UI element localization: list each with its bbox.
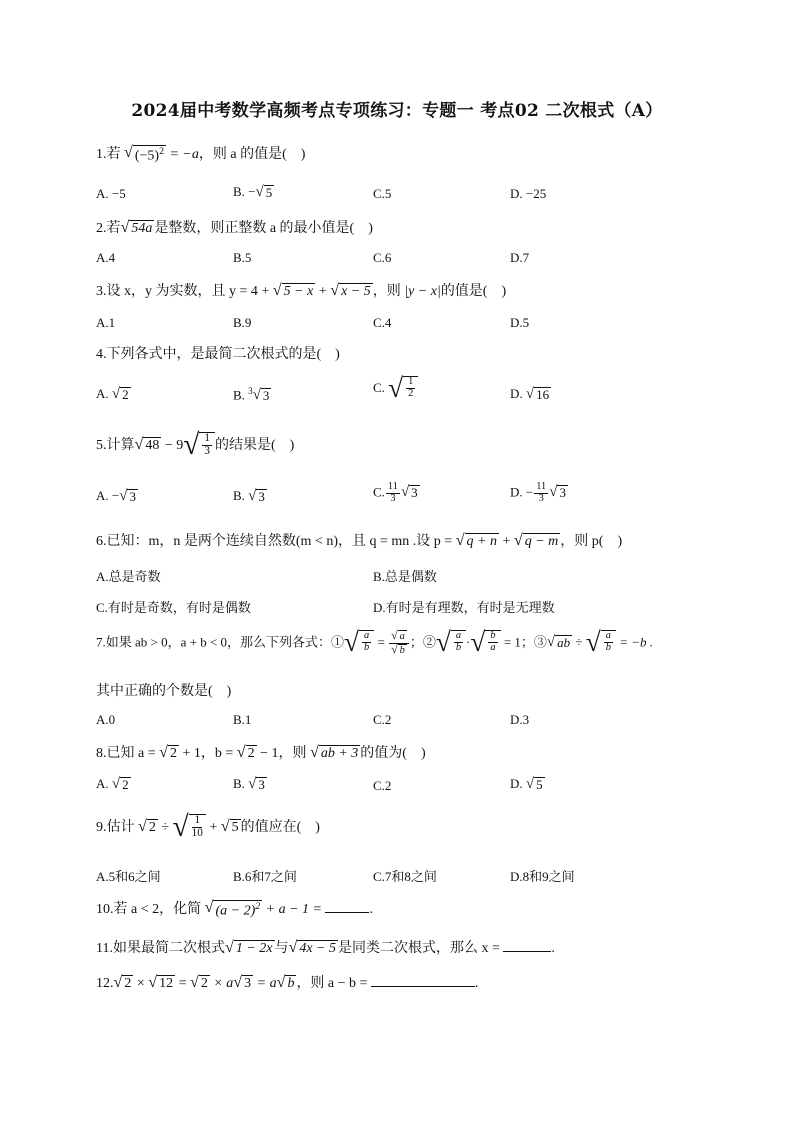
answer-blank[interactable]	[371, 986, 475, 987]
denominator: b	[455, 642, 462, 654]
numerator: a	[399, 631, 405, 642]
sqrt-expression: √ 5 − x	[272, 282, 314, 300]
sqrt-expression: √ 5	[255, 184, 273, 201]
q10-rest: + a − 1 =	[262, 902, 326, 917]
denominator: b	[364, 642, 370, 654]
q6-suffix: ，则 p( )	[560, 534, 623, 549]
sqrt-expression: √ 3	[233, 974, 252, 992]
q5-radicand: 48	[145, 438, 160, 454]
q4-option-b-index: 3	[248, 386, 253, 396]
q8-option-c: C.2	[373, 778, 392, 793]
question-12	[96, 972, 478, 992]
sqrt-expression: √ 3	[119, 488, 136, 505]
q10-end: .	[369, 902, 373, 917]
q6-plus: +	[498, 534, 514, 549]
sqrt-expression: √ 3	[400, 484, 418, 501]
sqrt-expression: √ 2	[159, 744, 177, 762]
q9-radicand-2: 5	[231, 820, 239, 836]
q8-radicand-1: 2	[169, 746, 177, 762]
q2-suffix: 是整数，则正整数 a 的最小值是( )	[154, 221, 373, 236]
fraction	[454, 631, 463, 654]
q12-times: ×	[133, 976, 149, 991]
q8-mid-2: − 1，则	[256, 746, 310, 761]
question-3	[96, 280, 506, 300]
q1-option-b-radicand: 5	[265, 185, 273, 201]
q3-plus: +	[315, 284, 331, 299]
sqrt-expression: √ 16	[525, 386, 550, 403]
fraction	[604, 631, 613, 654]
q4-option-b-prefix: B.	[233, 387, 249, 403]
q2-option-a: A.4	[96, 250, 116, 265]
q5-option-d	[510, 482, 568, 505]
q8-option-b-prefix: B.	[233, 776, 249, 791]
q1-option-c: C.5	[373, 186, 392, 201]
q5-option-d-radicand: 3	[559, 485, 566, 501]
page-title: 2024届中考数学高频考点专项练习：专题一 考点02 二次根式（A）	[131, 101, 663, 121]
numerator: a	[605, 630, 611, 642]
question-7	[96, 627, 653, 658]
q12-radicand-2: 12	[159, 976, 174, 992]
q9-option-d: D.8和9之间	[510, 869, 575, 884]
q3-mid: ，则	[372, 284, 405, 299]
q8-option-a-radicand: 2	[122, 777, 129, 793]
denominator: a	[490, 642, 496, 654]
q5-option-c	[373, 482, 420, 505]
denominator: b	[605, 642, 611, 654]
answer-blank[interactable]	[325, 912, 369, 913]
sqrt-expression: √ 4x − 5	[288, 939, 337, 957]
sqrt-fraction: √ $\frac{1}{3}$	[183, 432, 215, 460]
q1-power: 2	[159, 145, 164, 157]
q6-prefix: 6.已知：m，n 是两个连续自然数(m < n)，且 q = mn .设 p =	[96, 534, 456, 549]
q1-prefix: 1.若	[96, 147, 121, 162]
fraction	[202, 433, 212, 458]
q10-radicand: (a − 2)	[215, 903, 256, 919]
numerator: 1	[194, 814, 201, 826]
q11-end: .	[551, 941, 555, 956]
sqrt-expression: √ ab	[546, 634, 571, 651]
q7-option-b: B.1	[233, 712, 252, 727]
question-2	[96, 217, 373, 237]
q8-suffix: 的值为( )	[360, 746, 426, 761]
q12-times-a: × a	[209, 976, 234, 991]
q4-option-a-prefix: A.	[96, 386, 112, 401]
q10-prefix: 10.若 a < 2，化简	[96, 902, 205, 917]
q2-prefix: 2.若	[96, 221, 121, 236]
q5-option-d-prefix: D. −	[510, 484, 534, 500]
q12-end: .	[474, 976, 479, 991]
q8-option-a	[96, 776, 131, 793]
denominator: 3	[204, 444, 210, 457]
question-5	[96, 429, 295, 461]
q3-suffix: 的值是( )	[440, 284, 507, 299]
question-9	[96, 811, 320, 843]
q2-option-c: C.6	[373, 250, 392, 265]
fraction	[386, 482, 400, 505]
numerator: b	[490, 630, 496, 642]
q1-option-d: D. −25	[510, 186, 547, 201]
numerator: 11	[387, 481, 398, 492]
q4-option-d-radicand: 16	[536, 387, 550, 403]
denominator: 3	[390, 492, 396, 504]
q4-option-c	[373, 373, 418, 403]
q3-option-c: C.4	[373, 315, 392, 330]
q1-option-b	[233, 184, 274, 201]
sqrt-expression: √ ab + 3	[310, 744, 359, 762]
q8-option-b-radicand: 3	[258, 777, 265, 793]
q4-option-a-radicand: 2	[122, 387, 129, 403]
q6-radicand-2: q − m	[524, 534, 559, 550]
numerator: 1	[204, 432, 210, 444]
numerator: 11	[536, 481, 547, 492]
q11-prefix: 11.如果最简二次根式	[96, 941, 225, 956]
numerator: 1	[408, 376, 414, 387]
denominator: 2	[408, 387, 414, 399]
question-7-line-2: 其中正确的个数是( )	[96, 684, 232, 699]
fraction	[406, 377, 415, 400]
q12-radicand-3: 2	[200, 976, 208, 992]
q8-option-a-prefix: A.	[96, 776, 112, 791]
numerator: a	[364, 630, 370, 642]
q6-radicand-1: q + n	[466, 534, 497, 550]
sqrt-expression: √ x − 5	[330, 282, 371, 300]
numerator: a	[455, 630, 462, 642]
q4-option-a	[96, 386, 131, 403]
question-11	[96, 937, 555, 957]
q5-prefix: 5.计算	[96, 438, 135, 454]
q4-option-b-radicand: 3	[262, 388, 270, 404]
q11-radicand-2: 4x − 5	[299, 941, 337, 957]
q4-option-c-prefix: C.	[373, 379, 389, 395]
sqrt-expression: √ a	[391, 628, 405, 642]
q4-option-d-prefix: D.	[510, 386, 526, 401]
q7-result-3: = −b .	[615, 634, 653, 650]
sqrt-expression: √ b	[276, 974, 295, 992]
q7-divide: ÷	[572, 634, 586, 650]
sqrt-fraction: √ $\frac{1}{10}$	[173, 814, 206, 842]
q5-option-b-prefix: B.	[233, 488, 249, 503]
denominator: 10	[191, 826, 203, 839]
q10-power: 2	[255, 900, 261, 912]
q7-equals: =	[374, 634, 389, 650]
q2-radicand: 54a	[131, 221, 153, 237]
q9-prefix: 9.估计	[96, 820, 138, 836]
q8-mid-1: + 1，b =	[178, 746, 237, 761]
q3-option-d: D.5	[510, 315, 530, 330]
q9-radicand-1: 2	[148, 820, 156, 836]
q12-prefix: 12.	[96, 976, 114, 991]
sqrt-fraction: √ $\frac{a}{b}$	[436, 630, 466, 656]
radical-fraction	[389, 630, 409, 657]
q12-radicand-1: 2	[124, 976, 132, 992]
q5-option-a-radicand: 3	[129, 489, 136, 505]
sqrt-expression: √ 2	[190, 974, 208, 992]
q12-radicand-5: b	[287, 976, 295, 992]
q1-option-b-prefix: B. −	[233, 184, 256, 199]
q9-option-c: C.7和8之间	[373, 869, 437, 884]
sqrt-expression: √ 3	[549, 484, 566, 501]
sqrt-expression: √ 12	[148, 974, 174, 992]
q9-suffix: 的值应在( )	[240, 820, 320, 836]
answer-blank[interactable]	[503, 951, 551, 952]
fraction	[488, 631, 497, 654]
sqrt-expression: √ 2	[236, 744, 255, 762]
sqrt-expression: √ 54a	[120, 219, 153, 237]
sqrt-expression: √ q + n	[455, 532, 497, 550]
sqrt-expression: √ 2	[138, 818, 156, 836]
q2-option-d: D.7	[510, 250, 530, 265]
q1-suffix: ，则 a 的值是( )	[198, 147, 306, 162]
q6-option-b: B.总是偶数	[373, 569, 437, 584]
q12-radicand-4: 3	[244, 976, 252, 992]
denominator: b	[399, 644, 405, 656]
q6-option-a: A.总是奇数	[96, 569, 161, 584]
q7-option-d: D.3	[510, 712, 530, 727]
question-1	[96, 143, 305, 165]
q4-option-d	[510, 386, 551, 403]
question-8	[96, 742, 426, 762]
q3-radicand-1: 5 − x	[283, 284, 314, 300]
cube-root-expression: √ 3	[252, 387, 270, 404]
sqrt-expression: √ 3	[248, 776, 265, 793]
sqrt-expression: √ q − m	[513, 532, 559, 550]
q8-radicand-2: 2	[247, 746, 255, 762]
fraction	[192, 815, 203, 840]
q12-equals-a: = a	[253, 976, 277, 991]
sqrt-expression: √ 2	[113, 974, 132, 992]
q7-prefix: 7.如果 ab > 0，a + b < 0，那么下列各式：①	[96, 634, 345, 650]
q1-rest: = −a	[169, 147, 199, 162]
q9-plus: +	[205, 820, 221, 836]
q3-radicand-2: x − 5	[341, 284, 371, 300]
sqrt-expression: √ 2	[111, 386, 129, 403]
q11-radicand-1: 1 − 2x	[235, 941, 273, 957]
sqrt-expression: √ $\frac{1}{2}$	[388, 376, 418, 402]
q5-option-b-radicand: 3	[258, 489, 265, 505]
q6-option-c: C.有时是奇数，有时是偶数	[96, 600, 251, 615]
q11-suffix: 是同类二次根式，那么 x =	[338, 941, 504, 956]
q3-absolute: |y − x|	[404, 284, 441, 299]
q8-option-b	[233, 776, 267, 793]
question-4: 4.下列各式中，是最简二次根式的是( )	[96, 347, 340, 362]
sqrt-fraction: √ $\frac{a}{b}$	[344, 630, 374, 656]
fraction	[362, 631, 371, 654]
sqrt-expression: √ 2	[111, 776, 129, 793]
q1-radicand: (−5)	[134, 148, 160, 164]
sqrt-expression: √ 3	[248, 488, 265, 505]
q5-option-c-prefix: C.	[373, 484, 385, 500]
q5-option-b	[233, 488, 267, 505]
q7-separator: ；②	[409, 634, 436, 650]
sqrt-fraction: √ $\frac{b}{a}$	[470, 630, 500, 656]
sqrt-expression: √ 5	[525, 776, 543, 793]
q3-option-a: A.1	[96, 315, 116, 330]
q1-option-a: A. −5	[96, 186, 126, 201]
q7-radicand: ab	[557, 635, 571, 651]
q5-option-c-radicand: 3	[411, 485, 418, 501]
fraction	[534, 482, 548, 505]
sqrt-expression: √ $(a - 2)^2$	[204, 898, 261, 919]
q5-option-a-prefix: A. −	[96, 488, 120, 503]
q8-radicand-3: ab + 3	[320, 746, 359, 762]
q6-option-d: D.有时是有理数，有时是无理数	[373, 600, 555, 615]
q12-equals: =	[175, 976, 190, 991]
sqrt-expression: √ 1 − 2x	[224, 939, 273, 957]
q3-option-b: B.9	[233, 315, 252, 330]
q8-option-d-radicand: 5	[536, 777, 543, 793]
q3-prefix: 3.设 x，y 为实数，且 y = 4 +	[96, 284, 273, 299]
q9-divide: ÷	[157, 820, 173, 836]
q7-result-2: = 1；③	[500, 634, 547, 650]
q12-suffix: ，则 a − b =	[296, 976, 371, 991]
q7-option-c: C.2	[373, 712, 392, 727]
question-10	[96, 898, 373, 920]
q9-option-a: A.5和6之间	[96, 869, 161, 884]
q7-option-a: A.0	[96, 712, 116, 727]
q7-dot: ·	[466, 634, 471, 650]
q11-mid: 与	[274, 941, 289, 956]
sqrt-expression: √ b	[391, 641, 405, 656]
q5-mid: − 9	[161, 438, 184, 454]
q9-option-b: B.6和7之间	[233, 869, 297, 884]
q2-option-b: B.5	[233, 250, 252, 265]
q8-prefix: 8.已知 a =	[96, 746, 160, 761]
sqrt-expression: √ 48	[134, 436, 160, 454]
sqrt-fraction: √ $\frac{a}{b}$	[586, 630, 616, 656]
question-6	[96, 530, 622, 550]
q5-option-a	[96, 488, 138, 505]
denominator: 3	[538, 492, 544, 504]
q8-option-d-prefix: D.	[510, 776, 526, 791]
sqrt-expression: √ $(-5)^2$	[124, 143, 164, 164]
q8-option-d	[510, 776, 545, 793]
q4-option-b	[233, 386, 271, 404]
sqrt-expression: √ 5	[220, 818, 239, 836]
q5-suffix: 的结果是( )	[214, 438, 295, 454]
